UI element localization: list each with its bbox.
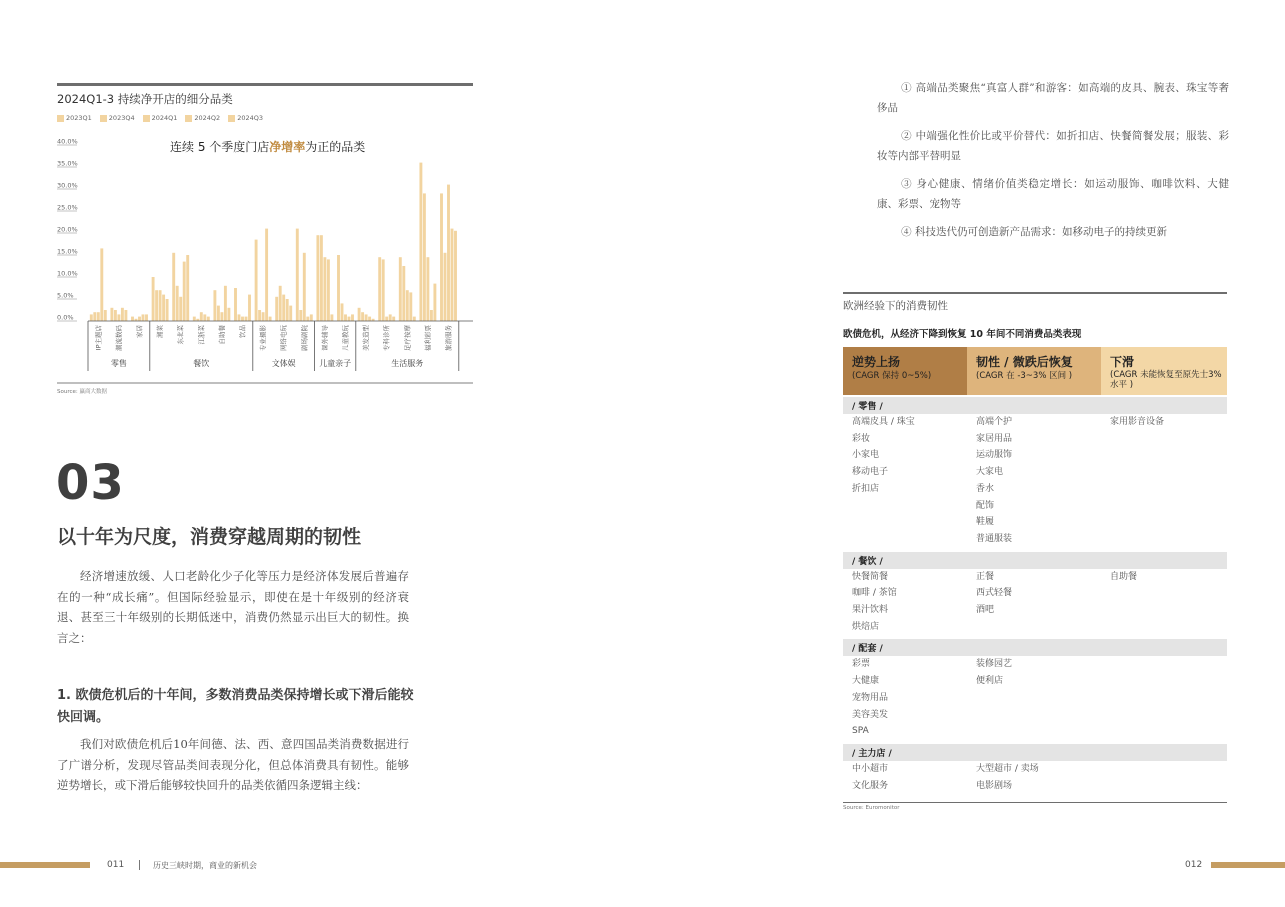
bar	[447, 185, 450, 321]
group-label: 儿童亲子	[319, 359, 352, 368]
bar	[142, 314, 145, 321]
x-tick-label: 潮流数码	[114, 325, 123, 351]
table-title: 欧债危机，从经济下降到恢复 10 年间不同消费品类表现	[843, 329, 1082, 340]
bar	[365, 314, 368, 321]
table-item: 香水	[976, 483, 995, 494]
table-column-cell	[1101, 656, 1227, 740]
bar	[238, 314, 241, 321]
table-column-cell	[967, 569, 1101, 636]
table-item: 美容美发	[852, 709, 889, 720]
header-cell-resilient	[967, 347, 1101, 395]
x-tick-label: 自助餐	[217, 325, 226, 345]
table-item: 移动电子	[852, 467, 889, 478]
chart-title-highlight: 净增率	[269, 140, 306, 154]
group-label: 生活服务	[391, 359, 424, 368]
section-title: 以十年为尺度，消费穿越周期的韧性	[57, 526, 362, 548]
logic-item-1: ① 高端品类聚焦“真富人群”和游客：如高端的皮具、腕表、珠宝等奢侈品	[877, 82, 1229, 114]
bar	[389, 314, 392, 321]
bar	[124, 310, 127, 321]
x-tick-label: 专业摄影	[259, 325, 268, 351]
bar	[117, 314, 120, 321]
bar	[279, 286, 282, 321]
bar	[100, 248, 103, 321]
table-item: 家居用品	[976, 433, 1013, 444]
table-item: 高端个护	[976, 417, 1013, 427]
table-item: 西式轻餐	[976, 588, 1013, 599]
bar	[207, 317, 210, 321]
table-column-cell	[967, 656, 1101, 740]
logic-item-2: ② 中端强化性价比或平价替代：如折扣店、快餐简餐发展；服装、彩妆等内部平替明显	[877, 130, 1229, 162]
bar	[320, 235, 323, 321]
bar	[282, 295, 285, 321]
table-item: 烘焙店	[852, 621, 880, 632]
table-item: 正餐	[976, 571, 995, 582]
bar	[337, 255, 340, 321]
table-item: 大型超市 / 卖场	[976, 763, 1039, 774]
x-tick-label: 江浙菜	[197, 325, 206, 345]
bar	[224, 286, 227, 321]
x-tick-label: 饮品	[238, 325, 247, 338]
bar	[213, 290, 216, 321]
legend-item	[100, 114, 135, 122]
x-tick-label: 湘菜	[156, 325, 165, 338]
table-column-cell	[967, 761, 1101, 794]
legend-item	[143, 114, 178, 122]
header-main: 韧性 / 微跌后恢复	[976, 355, 1073, 369]
bar	[348, 317, 351, 321]
bar	[200, 312, 203, 321]
header-cell-declining	[1101, 347, 1227, 395]
bar	[138, 317, 141, 321]
x-tick-label: 网络电玩	[279, 325, 288, 351]
bar	[310, 314, 313, 321]
bar	[296, 229, 299, 321]
table-bottom-rule	[843, 802, 1227, 803]
y-tick-label: 20.0%	[57, 225, 78, 234]
bar	[361, 312, 364, 321]
x-tick-label: 旅游服务	[444, 325, 453, 351]
table-source: Source: Euromonitor	[843, 805, 900, 812]
table-item: 彩票	[852, 659, 871, 670]
table-column-cell	[843, 414, 967, 548]
x-tick-label: 剧场剧院	[300, 325, 309, 351]
table-column-cell	[843, 761, 967, 794]
table-item: 自助餐	[1110, 571, 1138, 582]
table-item: 大健康	[852, 676, 880, 687]
table-item: 电影剧场	[976, 780, 1013, 791]
sub-paragraph: 我们对欧债危机后10年间德、法、西、意四国品类消费数据进行了广谱分析，发现尽管品类间表现分化，但总体消费具有韧性。能够逆势增长，或下滑后能够较快回升的品类依循四条逻辑主线：	[57, 737, 409, 793]
category-bar: / 餐饮 /	[843, 552, 1227, 569]
table-item: 快餐简餐	[852, 571, 889, 582]
bar	[330, 314, 333, 321]
y-tick-label: 30.0%	[57, 181, 78, 190]
table-item: 鞋履	[976, 517, 995, 528]
footer-title: 历史三峡时期，商业的新机会	[153, 861, 257, 870]
bar	[286, 299, 289, 321]
bar	[162, 295, 165, 321]
bar	[316, 235, 319, 321]
bar	[121, 308, 124, 321]
bar	[406, 290, 409, 321]
x-tick-label: 美发造型	[362, 325, 371, 351]
bar	[159, 290, 162, 321]
header-main: 下滑	[1110, 355, 1135, 369]
bar	[152, 277, 155, 321]
bar	[299, 310, 302, 321]
x-tick-label: 东北菜	[176, 325, 185, 345]
logic-item-3: ③ 身心健康、情绪价值类稳定增长：如运动服饰、咖啡饮料、大健康、彩票、宠物等	[877, 178, 1229, 210]
table-item: 家用影音设备	[1110, 417, 1165, 427]
category-bar: / 主力店 /	[843, 744, 1227, 761]
x-tick-label: 足疗按摩	[403, 325, 412, 351]
bar	[155, 290, 158, 321]
table-column-cell	[967, 414, 1101, 548]
bar	[110, 308, 113, 321]
table-item: 装修园艺	[976, 659, 1013, 670]
header-cell-rising	[843, 347, 967, 395]
bar	[220, 312, 223, 321]
bar	[172, 253, 175, 321]
bar	[245, 317, 248, 321]
table-column-cell	[1101, 569, 1227, 636]
legend-label: 2024Q1	[151, 114, 178, 122]
y-tick-label: 0.0%	[57, 313, 74, 322]
bar	[104, 310, 107, 321]
bar	[193, 317, 196, 321]
legend-item	[57, 114, 92, 122]
page-number-left: 011	[107, 860, 125, 870]
legend-label: 2023Q4	[108, 114, 135, 122]
x-tick-label: 家居	[135, 325, 144, 338]
category-row	[843, 761, 1227, 796]
x-tick-label: IP主题店	[94, 325, 103, 351]
section-number: 03	[56, 455, 125, 511]
bar	[241, 317, 244, 321]
chart-title-part: 连续 5 个季度门店	[170, 140, 270, 154]
legend-swatch	[100, 115, 107, 122]
bar	[179, 297, 182, 321]
group-label: 餐饮	[193, 359, 210, 368]
bar	[186, 255, 189, 321]
category-bar: / 配套 /	[843, 639, 1227, 656]
bar	[145, 314, 148, 321]
x-tick-label: 课外辅导	[320, 325, 329, 351]
legend-swatch	[143, 115, 150, 122]
bar	[303, 253, 306, 321]
y-tick-label: 10.0%	[57, 269, 78, 278]
group-label: 文体娱	[271, 359, 296, 368]
category-row	[843, 414, 1227, 550]
bar	[451, 229, 454, 321]
table-item: 彩妆	[852, 433, 871, 444]
bar	[426, 257, 429, 321]
bar	[433, 284, 436, 321]
legend-label: 2023Q1	[66, 114, 92, 122]
bar	[176, 286, 179, 321]
header-sub: (CAGR 保持 0~5%)	[852, 371, 932, 381]
table-item: 文化服务	[852, 780, 889, 791]
footer-separator	[139, 860, 140, 870]
table-item: 咖啡 / 茶馆	[852, 588, 897, 599]
category-row	[843, 569, 1227, 638]
table-item: 宠物用品	[852, 692, 889, 703]
header-sub: (CAGR 未能恢复至原先士3% 水平 )	[1110, 370, 1222, 390]
table-item: 酒吧	[976, 605, 995, 616]
table-item: 普通服装	[976, 533, 1013, 544]
footer-accent-left	[0, 862, 90, 868]
bar	[131, 317, 134, 321]
sub-heading: 1. 欧债危机后的十年间，多数消费品类保持增长或下滑后能较快回调。	[57, 688, 414, 725]
table-item: 中小超市	[852, 763, 889, 774]
bar	[90, 314, 93, 321]
x-tick-label: 福利彩票	[423, 325, 432, 351]
bar	[227, 308, 230, 321]
chart-block	[57, 83, 473, 398]
legend-swatch	[228, 115, 235, 122]
table-item: 配饰	[976, 500, 995, 511]
bar	[306, 317, 309, 321]
table-item: 果汁饮料	[852, 605, 889, 616]
bar	[97, 312, 100, 321]
table-item: 小家电	[852, 450, 880, 461]
table-subtitle: 欧洲经验下的消费韧性	[843, 300, 948, 312]
bar	[262, 312, 265, 321]
table-item: SPA	[852, 726, 869, 737]
header-sub: (CAGR 在 -3~3% 区间 )	[976, 371, 1073, 381]
x-tick-label: 专科诊所	[382, 325, 391, 351]
table-item: 运动服饰	[976, 450, 1013, 461]
bar	[351, 314, 354, 321]
bar-chart	[57, 133, 473, 385]
bar	[269, 317, 272, 321]
bar	[93, 312, 96, 321]
y-tick-label: 25.0%	[57, 203, 78, 212]
x-tick-label: 儿童教玩	[341, 325, 350, 351]
bar	[265, 229, 268, 321]
table-body	[843, 397, 1227, 796]
category-bar: / 零售 /	[843, 397, 1227, 414]
bar	[392, 317, 395, 321]
chart-source: Source: 赢商大数据	[57, 389, 107, 395]
group-label: 零售	[110, 359, 127, 368]
bar	[183, 262, 186, 321]
legend-item	[185, 114, 220, 122]
bar	[275, 297, 278, 321]
chart-title	[170, 139, 365, 154]
bar	[368, 317, 371, 321]
bar	[399, 257, 402, 321]
legend-swatch	[185, 115, 192, 122]
y-tick-label: 35.0%	[57, 159, 78, 168]
table-header	[843, 347, 1227, 395]
footer-accent-right	[1211, 862, 1285, 868]
bar	[341, 303, 344, 321]
table-item: 便利店	[976, 676, 1004, 687]
table-item: 折扣店	[852, 483, 880, 494]
bar	[217, 306, 220, 321]
bar	[166, 299, 169, 321]
bar	[409, 292, 412, 321]
y-tick-label: 5.0%	[57, 291, 74, 300]
category-row	[843, 656, 1227, 742]
bar	[440, 193, 443, 321]
legend-label: 2024Q2	[194, 114, 221, 122]
chart-legend	[57, 114, 263, 122]
chart-title-part: 为正的品类	[305, 140, 366, 154]
y-tick-label: 40.0%	[57, 137, 78, 146]
logic-list	[877, 79, 1229, 252]
bar	[402, 266, 405, 321]
chart-heading: 2024Q1-3 持续净开店的细分品类	[57, 92, 233, 106]
resilience-table	[843, 292, 1227, 811]
bar	[258, 310, 261, 321]
bar	[234, 288, 237, 321]
page-number-right: 012	[1185, 860, 1203, 870]
bar	[114, 310, 117, 321]
bar	[327, 259, 330, 321]
bar	[382, 259, 385, 321]
table-column-cell	[1101, 414, 1227, 548]
table-top-rule	[843, 292, 1227, 294]
bar	[289, 306, 292, 321]
table-column-cell	[843, 656, 967, 740]
intro-paragraph: 经济增速放缓、人口老龄化少子化等压力是经济体发展后普遍存在的一种“成长痛”。但国际经验显示，即使在是十年级别的经济衰退、甚至三十年级别的长期低迷中，消费仍然显示出巨大的韧性。换言之：	[57, 569, 409, 646]
bar	[454, 231, 457, 321]
legend-label: 2024Q3	[237, 114, 263, 122]
legend-item	[228, 114, 263, 122]
bar	[413, 317, 416, 321]
bar	[430, 310, 433, 321]
bar	[248, 295, 251, 321]
bar	[419, 163, 422, 321]
bar	[444, 253, 447, 321]
bar	[378, 257, 381, 321]
bar	[344, 314, 347, 321]
y-tick-label: 15.0%	[57, 247, 78, 256]
table-item: 大家电	[976, 467, 1004, 478]
legend-swatch	[57, 115, 64, 122]
header-main: 逆势上扬	[852, 355, 901, 369]
bar	[423, 193, 426, 321]
table-column-cell	[843, 569, 967, 636]
bar	[203, 314, 206, 321]
bar	[385, 317, 388, 321]
bar	[323, 257, 326, 321]
table-item: 高端皮具 / 珠宝	[852, 417, 915, 427]
logic-item-4: ④ 科技迭代仍可创造新产品需求：如移动电子的持续更新	[901, 226, 1167, 238]
chart-top-rule	[57, 83, 473, 86]
bar	[358, 308, 361, 321]
table-column-cell	[1101, 761, 1227, 794]
bar	[255, 240, 258, 321]
